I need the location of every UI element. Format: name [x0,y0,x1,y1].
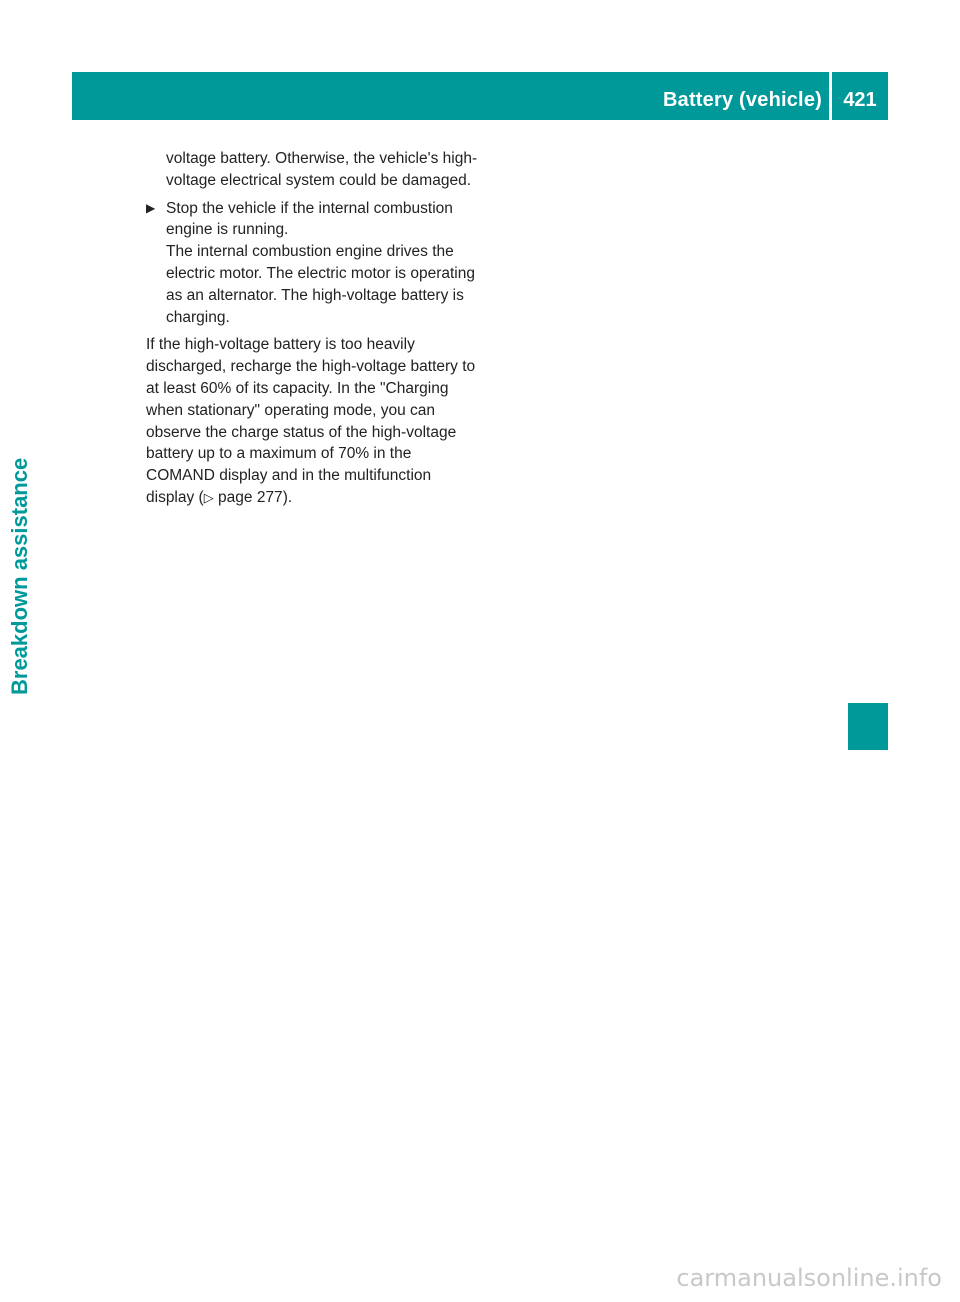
page-content [146,148,482,509]
section-title: Battery (vehicle) [662,89,822,111]
header-bar [72,72,888,120]
side-tab-label: Breakdown assistance [7,457,32,695]
paragraph-end: ). [282,488,293,506]
step-result: The internal combustion engine drives the electric motor. The electric motor is operating as an alternator. The high-voltage battery is charging. [166,243,475,326]
continuation-text: voltage battery. Otherwise, the vehicle's high-voltage electrical system could be damaged. [166,150,478,189]
body-paragraph [146,334,482,508]
instruction-step [146,198,482,329]
page-reference-link[interactable]: page 277 [218,488,283,506]
step-arrow-icon: ▶ [146,200,156,215]
watermark: carmanualsonline.info [676,1264,942,1292]
side-tab-block [848,703,888,750]
page-ref-icon: ▷ [203,489,214,505]
step-instruction: Stop the vehicle if the internal combustion engine is running. [166,199,453,239]
paragraph-text: If the high-voltage battery is too heavily discharged, recharge the high-voltage battery to at least 60% of its capacity. In the "Charging when stationary" operating mode, you can observe the charge status of the high-voltage battery up to a maximum of 70% in the COMAND display and in the multifunction display ( [146,336,476,506]
page-number: 421 [843,89,877,111]
